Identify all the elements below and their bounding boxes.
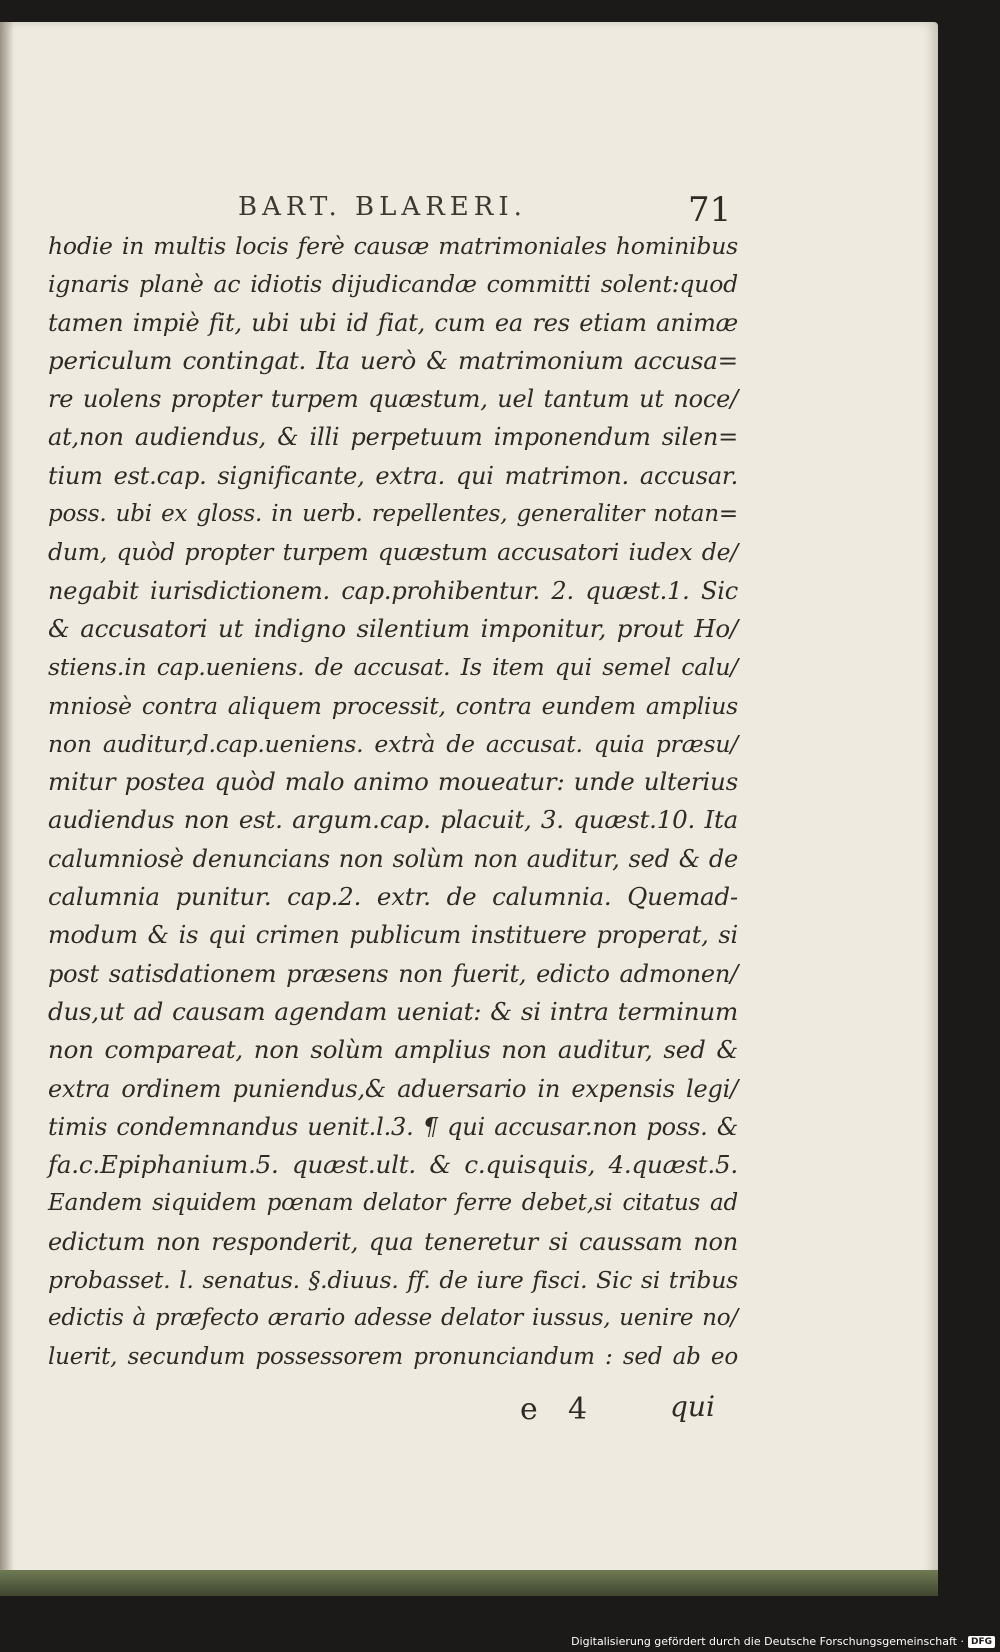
- text-line: edictis à præfecto ærario adesse delator iussus, uenire no/: [48, 1305, 738, 1332]
- text-line: ignaris planè ac idiotis dijudicandæ committi solent:quod: [48, 270, 738, 299]
- text-line: audiendus non est. argum.cap. placuit, 3. quæst.10. Ita: [48, 805, 738, 835]
- text-line: hodie in multis locis ferè causæ matrimoniales hominibus: [48, 232, 738, 260]
- text-line: tamen impiè fit, ubi ubi id fiat, cum ea res etiam animæ: [48, 308, 738, 337]
- text-line: non auditur,d.cap.ueniens. extrà de accusat. quia præsu/: [48, 729, 738, 758]
- text-line: post satisdationem præsens non fuerit, edicto admonen/: [48, 959, 738, 988]
- text-line: mniosè contra aliquem processit, contra eundem amplius: [48, 691, 738, 720]
- signature-mark: e: [520, 1392, 538, 1427]
- text-line: at,non audiendus, & illi perpetuum imponendum silen=: [48, 423, 738, 452]
- text-line: poss. ubi ex gloss. in uerb. repellentes, generaliter notan=: [48, 501, 738, 528]
- text-line: extra ordinem puniendus,& aduersario in expensis legi/: [48, 1074, 738, 1103]
- text-line: negabit iurisdictionem. cap.prohibentur. 2. quæst.1. Sic: [48, 576, 738, 605]
- text-line: edictum non responderit, qua teneretur si caussam non: [48, 1227, 738, 1256]
- text-line: & accusatori ut indigno silentium imponitur, prout Ho/: [48, 613, 738, 643]
- book-page: [0, 22, 938, 1590]
- page-number: 71: [688, 190, 732, 230]
- text-line: mitur postea quòd malo animo moueatur: unde ulterius: [48, 767, 738, 797]
- dfg-logo: DFG: [968, 1636, 995, 1648]
- text-line: Eandem siquidem pœnam delator ferre debet,si citatus ad: [48, 1190, 738, 1217]
- text-line: probasset. l. senatus. §.diuus. ff. de iure fisci. Sic si tribus: [48, 1266, 738, 1295]
- body-text: [48, 227, 738, 1376]
- text-line: periculum contingat. Ita uerò & matrimonium accusa=: [48, 345, 738, 375]
- text-line: dus,ut ad causam agendam ueniat: & si intra terminum: [48, 996, 738, 1026]
- funding-footer: [571, 1635, 995, 1648]
- text-line: dum, quòd propter turpem quæstum accusatori iudex de/: [48, 538, 738, 567]
- text-line: calumniosè denuncians non solùm non auditur, sed & de: [48, 844, 738, 873]
- text-line: re uolens propter turpem quæstum, uel tantum ut noce/: [48, 385, 738, 414]
- text-line: non compareat, non solùm amplius non auditur, sed &: [48, 1035, 738, 1065]
- text-line: modum & is qui crimen publicum instituere properat, si: [48, 921, 738, 950]
- signature-number: 4: [568, 1392, 588, 1427]
- text-line: stiens.in cap.ueniens. de accusat. Is item qui semel calu/: [48, 653, 738, 682]
- catchword: qui: [670, 1390, 715, 1423]
- page-bottom-edge: [0, 1570, 938, 1596]
- funding-credit: Digitalisierung gefördert durch die Deutsche Forschungsgemeinschaft ·: [571, 1635, 964, 1648]
- text-line: calumnia punitur. cap.2. extr. de calumnia. Quemad-: [48, 882, 738, 912]
- running-head: BART. BLARERI.: [238, 192, 527, 222]
- text-line: tium est.cap. significante, extra. qui matrimon. accusar.: [48, 461, 738, 490]
- text-line: fa.c.Epiphanium.5. quæst.ult. & c.quisquis, 4.quæst.5.: [48, 1150, 738, 1180]
- text-line: luerit, secundum possessorem pronunciandum : sed ab eo: [48, 1343, 738, 1370]
- text-line: timis condemnandus uenit.l.3. ¶ qui accusar.non poss. &: [48, 1112, 738, 1141]
